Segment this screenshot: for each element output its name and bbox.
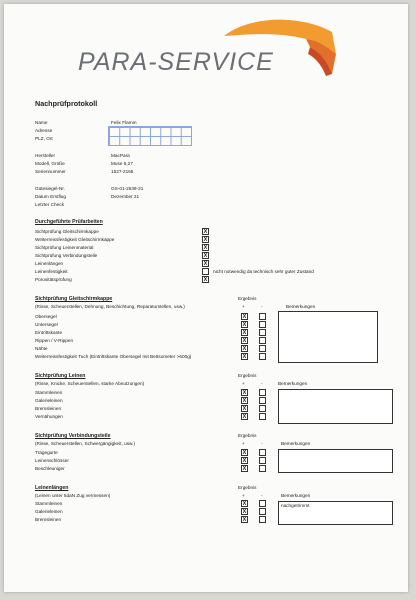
lines-item: Stammleinen [35,390,63,395]
model-value: Muse 5,27 [111,161,133,166]
plus-header: + [242,304,245,309]
canopy-item: Untersegel [35,322,58,327]
remarks-header: Bemerkungen [286,304,316,309]
lines-item: Bremsleinen [35,406,62,411]
tests-note: nicht notwendig da technisch sehr guter Zustand [213,269,314,274]
first-flight-value: Dezember 21 [111,194,140,199]
connectors-plus-checkbox[interactable]: X [242,450,247,456]
tests-item: Sichtprüfung Leinenmaterial [35,245,94,250]
seal-value: GS-01-2639-21 [111,186,144,191]
line-lengths-title: Leinenlängen [35,485,69,491]
lines-title: Sichtprüfung Leinen [35,373,86,379]
remarks-header: Bemerkungen [278,381,308,386]
tests-checkbox[interactable]: X [203,253,208,259]
zip-label: PLZ, Ort [35,136,53,141]
lines-plus-checkbox[interactable]: X [242,390,247,396]
canopy-plus-checkbox[interactable]: X [242,314,247,320]
first-flight-label: Datum Erstflug [35,194,66,199]
tests-title: Durchgeführte Prüfarbeiten [35,219,103,225]
tests-checkbox[interactable]: X [203,277,208,283]
line-lengths-minus-checkbox[interactable] [259,500,266,507]
canopy-minus-checkbox[interactable] [259,329,266,336]
line-lengths-plus-checkbox[interactable]: X [242,517,247,523]
plus-header: + [242,493,245,498]
canopy-item: Obersegel [35,314,57,319]
serial-value: 1527-2165 [111,169,134,174]
tests-item: Sichtprüfung Gleitschirmkappe [35,229,99,234]
tests-checkbox[interactable] [202,268,209,275]
canopy-item: Nähte [35,346,48,351]
line-lengths-remark: nachgetrimmt [281,503,310,508]
minus-header: - [261,441,263,446]
lines-minus-checkbox[interactable] [259,413,266,420]
connectors-subtitle: (Risse, Scheuerstellen, Schwergängigkeit, usw.) [35,441,136,446]
tests-checkbox[interactable]: X [203,261,208,267]
result-header: Ergebnis [238,296,257,301]
lines-plus-checkbox[interactable]: X [242,398,247,404]
plus-header: + [242,441,245,446]
canopy-item: Eintrittskante [35,330,63,335]
name-value: Felix Flamm [111,120,137,125]
line-lengths-plus-checkbox[interactable]: X [242,509,247,515]
result-header: Ergebnis [238,373,257,378]
connectors-item: Tragegurte [35,450,58,455]
canopy-plus-checkbox[interactable]: X [242,354,247,360]
model-label: Modell, Größe [35,161,65,166]
minus-header: - [261,304,263,309]
result-header: Ergebnis [238,485,257,490]
plus-header: + [242,381,245,386]
lines-plus-checkbox[interactable]: X [242,414,247,420]
serial-label: Seriennummer [35,169,66,174]
address-grid [108,126,192,146]
line-lengths-minus-checkbox[interactable] [259,508,266,515]
lines-minus-checkbox[interactable] [259,389,266,396]
document-title: Nachprüfprotokoll [35,99,98,108]
connectors-remarks-box[interactable] [278,449,393,473]
maker-value: MacPara [111,153,130,158]
minus-header: - [261,493,263,498]
tests-checkbox[interactable]: X [203,237,208,243]
canopy-item: Weiterreissfestigkeit Tuch (Eintrittskante Obersegel mit Bettsometer >600g) [35,354,192,359]
canopy-plus-checkbox[interactable]: X [242,330,247,336]
tests-checkbox[interactable]: X [203,245,208,251]
minus-header: - [261,381,263,386]
seal-label: Gütesiegel-Nr. [35,186,65,191]
connectors-plus-checkbox[interactable]: X [242,466,247,472]
brand-logo [74,14,344,84]
canopy-plus-checkbox[interactable]: X [242,322,247,328]
canopy-subtitle: (Risse, Scheuerstellen, Dehnung, Beschichtung, Reparaturstellen, usw.) [35,304,185,309]
tests-item: Weiterreissfestigkeit Gleitschirmkappe [35,237,115,242]
brand-name: PARA-SERVICE [78,48,274,76]
lines-subtitle: (Risse, Knicke, Scheuerstellen, starke Abnutzungen) [35,381,145,386]
lines-item: Vernähungen [35,414,63,419]
tests-item: Leinenfestigkeit [35,269,68,274]
name-label: Name [35,120,48,125]
lines-remarks-box[interactable] [278,389,393,424]
lines-item: Galerieleinen [35,398,63,403]
line-lengths-item: Bremsleinen [35,517,62,522]
tests-item: Sichtprüfung Verbindungsteile [35,253,98,258]
lines-minus-checkbox[interactable] [259,397,266,404]
connectors-minus-checkbox[interactable] [259,465,266,472]
canopy-item: Rippen / V-Rippen [35,338,74,343]
address-label: Adresse [35,128,53,133]
line-lengths-remarks-box[interactable] [278,501,393,525]
connectors-item: Beschleuniger [35,466,65,471]
line-lengths-minus-checkbox[interactable] [259,516,266,523]
canopy-remarks-box[interactable] [278,311,378,363]
tests-item: Porositätsprüfung [35,277,72,282]
line-lengths-subtitle: (Leinen unter 5daN Zug vermessen) [35,493,111,498]
canopy-minus-checkbox[interactable] [259,337,266,344]
canopy-plus-checkbox[interactable]: X [242,346,247,352]
document-page [4,4,408,592]
canopy-minus-checkbox[interactable] [259,353,266,360]
canopy-minus-checkbox[interactable] [259,321,266,328]
remarks-header: Bemerkungen [281,493,311,498]
connectors-item: Leinenschlösser [35,458,69,463]
canopy-plus-checkbox[interactable]: X [242,338,247,344]
line-lengths-item: Stammleinen [35,501,63,506]
tests-checkbox[interactable]: X [203,229,208,235]
lines-minus-checkbox[interactable] [259,405,266,412]
result-header: Ergebnis [238,433,257,438]
line-lengths-plus-checkbox[interactable]: X [242,501,247,507]
canopy-minus-checkbox[interactable] [259,313,266,320]
lines-plus-checkbox[interactable]: X [242,406,247,412]
connectors-minus-checkbox[interactable] [259,457,266,464]
connectors-plus-checkbox[interactable]: X [242,458,247,464]
last-check-label: Letzter Check [35,202,64,207]
remarks-header: Bemerkungen [281,441,311,446]
canopy-minus-checkbox[interactable] [259,345,266,352]
maker-label: Hersteller [35,153,56,158]
connectors-title: Sichtprüfung Verbindungsteile [35,433,111,439]
line-lengths-item: Galerieleinen [35,509,63,514]
tests-item: Leinenlängen [35,261,64,266]
canopy-title: Sichtprüfung Gleitschirmkappe [35,296,113,302]
connectors-minus-checkbox[interactable] [259,449,266,456]
